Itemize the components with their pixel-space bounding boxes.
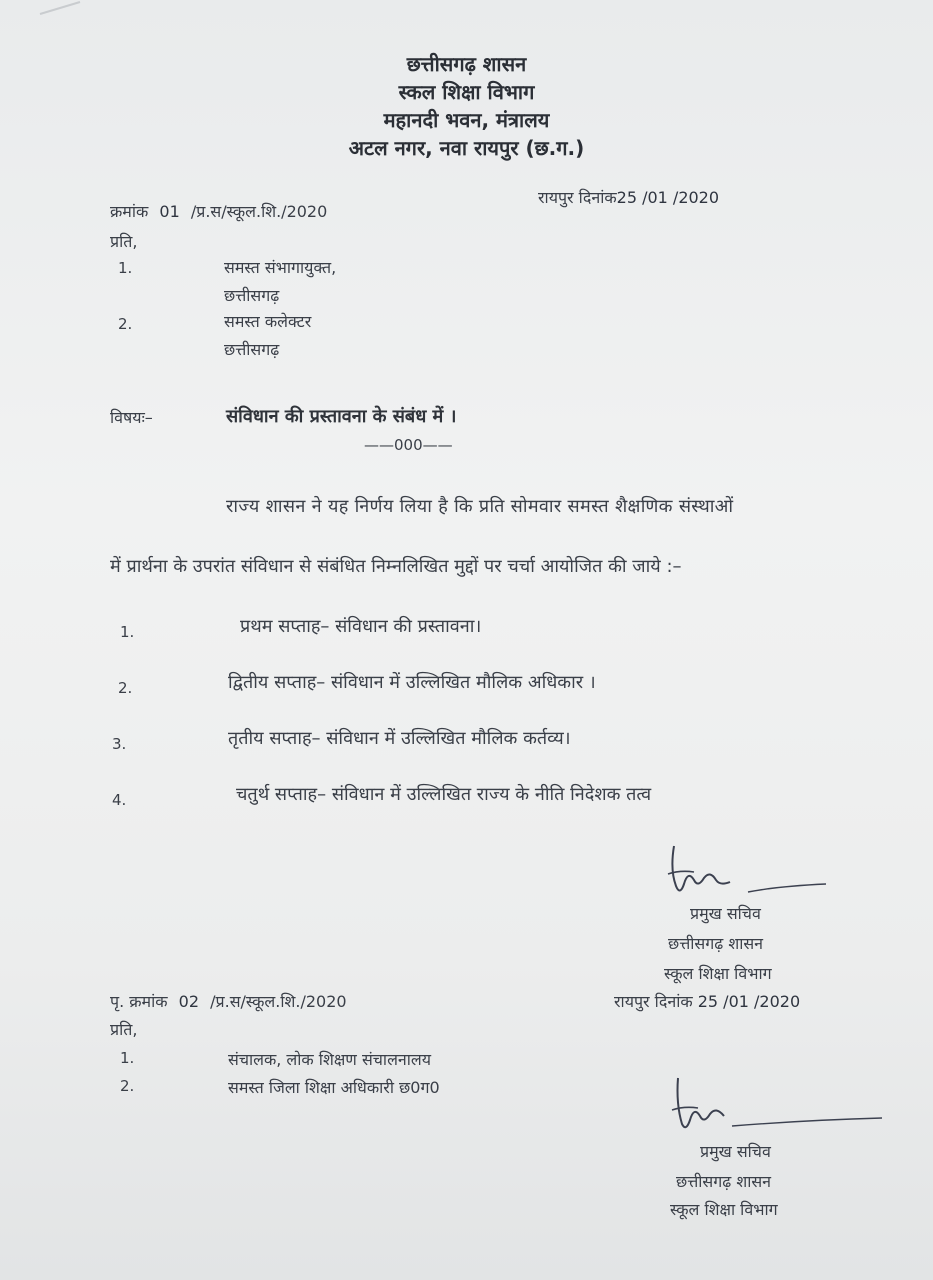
- letter2-prati: प्रति,: [110, 1020, 138, 1039]
- letter1-recipient-1-name: समस्त संभागायुक्त,: [224, 258, 337, 277]
- signatory-1-dept: स्कूल शिक्षा विभाग: [664, 964, 772, 983]
- letter1-date: [538, 186, 719, 208]
- subject-separator: ——000——: [364, 436, 453, 454]
- letter2-recipient-2-name: समस्त जिला शिक्षा अधिकारी छ0ग0: [228, 1078, 440, 1097]
- item-3-text: तृतीय सप्ताह– संविधान में उल्लिखित मौलिक कर्तव्य।: [228, 728, 571, 749]
- letter1-recipient-1-number: 1.: [118, 259, 133, 277]
- signatory-2-title: प्रमुख सचिव: [700, 1142, 771, 1161]
- item-1-number: 1.: [120, 623, 135, 641]
- signature-1: [660, 840, 830, 910]
- letter2-recipient-1-number: 1.: [120, 1049, 135, 1067]
- header-address: अटल नगर, नवा रायपुर (छ.ग.): [348, 136, 585, 160]
- letter2-ref-rest: /प्र.स/स्कूल.शि./2020: [210, 992, 347, 1011]
- item-2-text: द्वितीय सप्ताह– संविधान में उल्लिखित मौलिक अधिकार ।: [228, 672, 596, 693]
- signatory-2-org: छत्तीसगढ़ शासन: [676, 1172, 772, 1191]
- header-department: स्कल शिक्षा विभाग: [398, 80, 535, 104]
- letter2-reference: [110, 990, 347, 1012]
- subject-text: संविधान की प्रस्तावना के संबंध में ।: [226, 406, 457, 427]
- letter2-date: [614, 990, 800, 1012]
- header-building: महानदी भवन, मंत्रालय: [383, 108, 550, 132]
- letter1-date-value: 25 /01 /2020: [616, 188, 720, 207]
- letter1-recipient-2-number: 2.: [118, 315, 133, 333]
- item-4-text: चतुर्थ सप्ताह– संविधान में उल्लिखित राज्य के नीति निदेशक तत्व: [236, 784, 652, 805]
- letter1-prati: प्रति,: [110, 232, 138, 251]
- signatory-2-dept: स्कूल शिक्षा विभाग: [670, 1200, 778, 1219]
- letter1-recipient-2-place: छत्तीसगढ़: [224, 340, 280, 359]
- signatory-1-title: प्रमुख सचिव: [690, 904, 761, 923]
- item-1-text: प्रथम सप्ताह– संविधान की प्रस्तावना।: [240, 616, 482, 637]
- body-line-2: में प्रार्थना के उपरांत संविधान से संबंधित निम्नलिखित मुद्दों पर चर्चा आयोजित की जाये :–: [110, 556, 682, 577]
- letter2-recipient-1-name: संचालक, लोक शिक्षण संचालनालय: [228, 1050, 432, 1069]
- letter1-date-label: रायपुर दिनांक: [538, 188, 617, 207]
- letter1-ref-rest: /प्र.स/स्कूल.शि./2020: [190, 202, 328, 221]
- body-line-1: राज्य शासन ने यह निर्णय लिया है कि प्रति सोमवार समस्त शैक्षणिक संस्थाओं: [226, 496, 734, 517]
- letter2-ref-number: 02: [178, 992, 200, 1011]
- signature-2: [668, 1074, 888, 1144]
- letter1-reference: [110, 200, 327, 222]
- letter1-recipient-1-place: छत्तीसगढ़: [224, 286, 280, 305]
- letter2-recipient-2-number: 2.: [120, 1077, 135, 1095]
- header-government: छत्तीसगढ़ शासन: [406, 52, 527, 76]
- letter2-date-value: 25 /01 /2020: [697, 992, 801, 1011]
- item-2-number: 2.: [118, 679, 133, 697]
- item-3-number: 3.: [112, 735, 127, 753]
- item-4-number: 4.: [112, 791, 127, 809]
- signatory-1-org: छत्तीसगढ़ शासन: [668, 934, 764, 953]
- letter2-date-label: रायपुर दिनांक: [614, 992, 693, 1011]
- letter1-ref-label: क्रमांक: [110, 202, 149, 221]
- subject-label: विषयः–: [110, 408, 153, 427]
- letter1-recipient-2-name: समस्त कलेक्टर: [224, 312, 312, 331]
- letter2-ref-label: पृ. क्रमांक: [110, 992, 168, 1011]
- letter1-ref-number: 01: [159, 202, 180, 221]
